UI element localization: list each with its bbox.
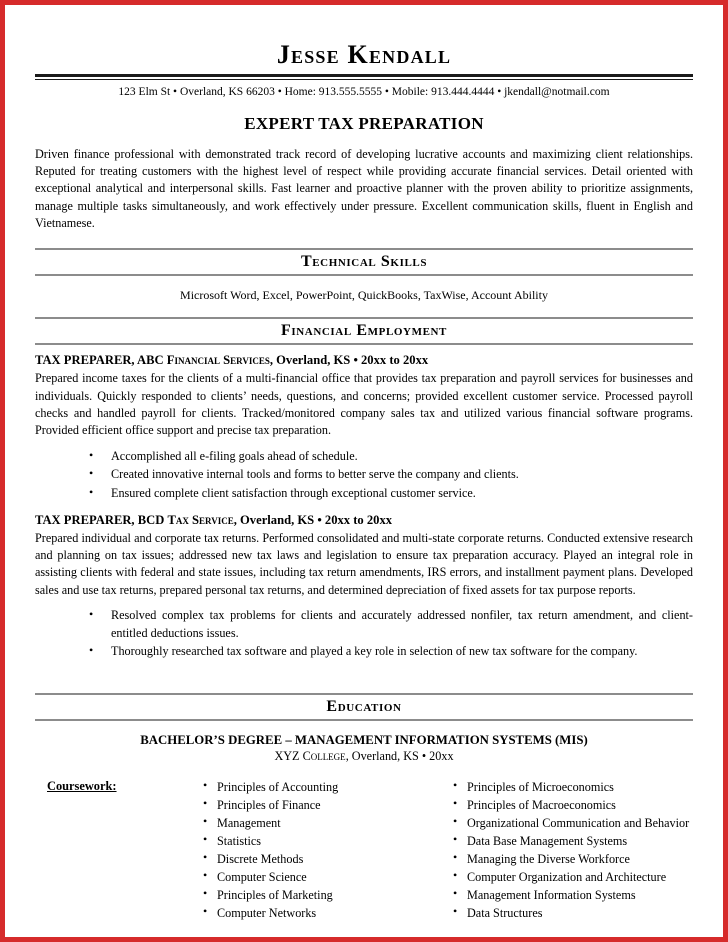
coursework-column-right (443, 778, 693, 922)
list-item: • Principles of Marketing (203, 886, 443, 904)
section-heading-technical-skills: Technical Skills (35, 248, 693, 276)
list-item: • Created innovative internal tools and forms to better serve the company and clients. (89, 466, 693, 484)
list-item: • Discrete Methods (203, 850, 443, 868)
coursework-list-right (453, 778, 693, 922)
job-bullet-list (35, 607, 693, 661)
list-item: • Principles of Accounting (203, 778, 443, 796)
list-item: • Accomplished all e-filing goals ahead of schedule. (89, 448, 693, 466)
job-title (35, 513, 693, 528)
job-title-caps: TAX PREPARER, ABC (35, 353, 167, 368)
coursework-section (35, 778, 693, 922)
list-item: • Management (203, 814, 443, 832)
college-location-year: , Overland, KS • 20xx (345, 749, 454, 764)
header-divider (35, 74, 693, 80)
list-item: • Computer Organization and Architecture (453, 868, 693, 886)
list-item: • Computer Science (203, 868, 443, 886)
section-spacer (35, 671, 693, 693)
list-item: • Principles of Macroeconomics (453, 796, 693, 814)
list-item: • Managing the Diverse Workforce (453, 850, 693, 868)
list-item: • Resolved complex tax problems for clients and accurately addressed nonfiler, tax return amendment, and client-entitled deductions issues. (89, 607, 693, 642)
professional-summary: Driven finance professional with demonstrated track record of developing lucrative accounts and maximizing client relationships. Reputed for treating customers with the highest level of respect while providing accurate financial services. Detail oriented with exceptional analytical and interpersonal skills. Fast learner and proactive planner with the proven ability to prioritize assignments, manage multiple tasks simultaneously, and work effectively under pressure. Excellent communication skills, fluent in English and Vietnamese. (35, 146, 693, 230)
contact-line: 123 Elm St • Overland, KS 66203 • Home: 913.555.5555 • Mobile: 913.444.4444 • jkendall@notmail.com (118, 85, 610, 98)
resume-content (5, 5, 723, 937)
college-line (35, 749, 693, 764)
candidate-name: Jesse Kendall (276, 40, 452, 69)
job-title-location-dates: , Overland, KS • 20xx to 20xx (269, 353, 429, 368)
resume-headline: EXPERT TAX PREPARATION (244, 113, 484, 133)
list-item: • Computer Networks (203, 904, 443, 922)
section-heading-financial-employment: Financial Employment (35, 317, 693, 345)
technical-skills-list: Microsoft Word, Excel, PowerPoint, QuickBooks, TaxWise, Account Ability (180, 288, 548, 303)
college-name-smallcaps: College (302, 749, 346, 764)
list-item: • Principles of Microeconomics (453, 778, 693, 796)
list-item: • Statistics (203, 832, 443, 850)
job-description: Prepared income taxes for the clients of a multi-financial office that provides tax preparation and payroll services for businesses and individuals. Quickly responded to clients’ needs, questions, and concerns; provided excellent customer service. Processed payroll checks and handled payroll for clients. Tracked/monitored company sales tax and utilized various financial software programs. Provided efficient office support and precise tax preparation. (35, 371, 693, 438)
list-item: • Data Base Management Systems (453, 832, 693, 850)
list-item: • Principles of Finance (203, 796, 443, 814)
coursework-label: Coursework: (47, 779, 117, 794)
job-description: Prepared individual and corporate tax returns. Performed consolidated and multi-state corporate returns. Conducted extensive research and planning on tax issues; addressed new tax laws and legislation to ensure tax preparation accuracy. Played an integral role in assisting clients with federal and state issues, including tax return amendments, IRS errors, and installment payment plans. Developed sales and use tax returns, prepared personal tax returns, and determined depreciation of fixed assets for tax purpose reports. (35, 530, 693, 597)
coursework-list-left (203, 778, 443, 922)
list-item: • Organizational Communication and Behavior (453, 814, 693, 832)
job-title (35, 353, 693, 368)
job-bullet-list (35, 448, 693, 503)
list-item: • Management Information Systems (453, 886, 693, 904)
college-name-caps: XYZ (274, 749, 303, 764)
list-item: • Ensured complete client satisfaction through exceptional customer service. (89, 485, 693, 503)
job-entry (35, 513, 693, 661)
job-entry (35, 353, 693, 502)
job-title-location-dates: , Overland, KS • 20xx to 20xx (233, 512, 393, 527)
coursework-column-left (165, 778, 443, 922)
job-title-caps: TAX PREPARER, BCD (35, 512, 168, 527)
job-title-company: Financial Services (166, 353, 270, 368)
list-item: • Data Structures (453, 904, 693, 922)
job-title-company: Tax Service (167, 512, 234, 527)
section-heading-education: Education (35, 693, 693, 721)
degree-title: BACHELOR’S DEGREE – MANAGEMENT INFORMATION SYSTEMS (MIS) (140, 733, 588, 748)
list-item: • Thoroughly researched tax software and played a key role in selection of new tax software for the company. (89, 643, 693, 661)
